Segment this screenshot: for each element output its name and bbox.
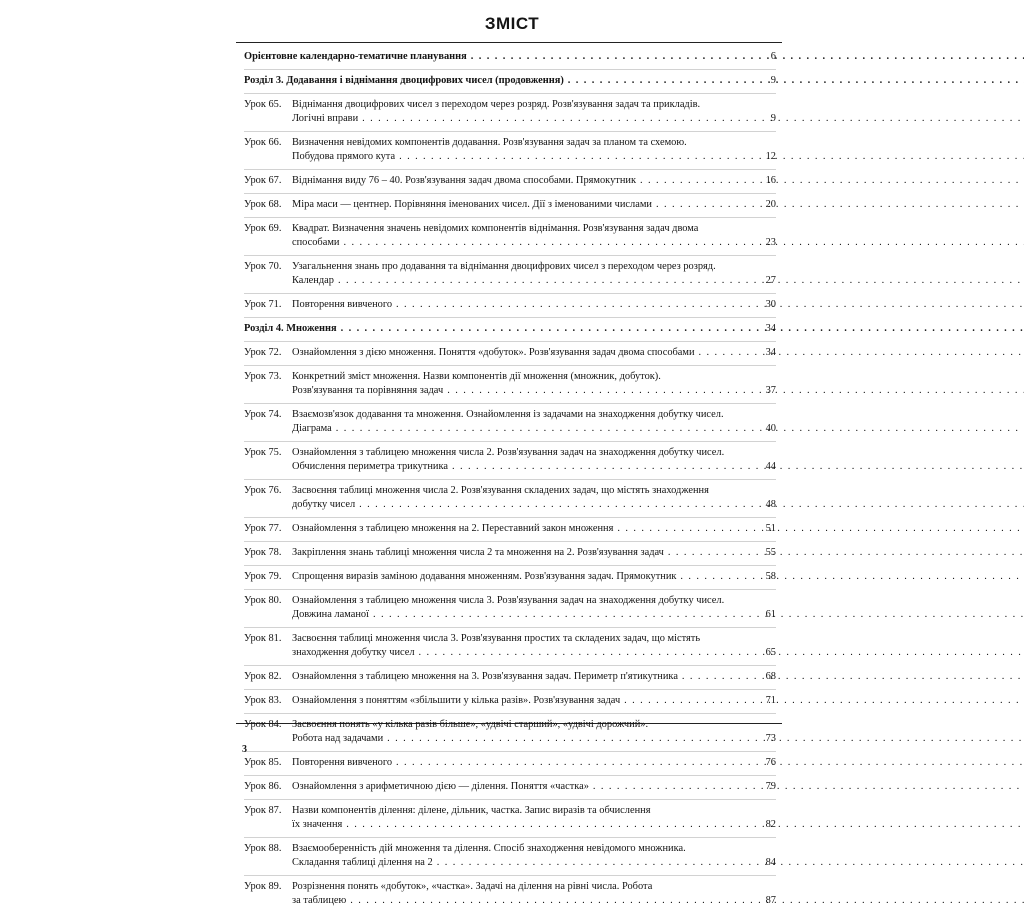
page-number: 27 — [765, 275, 776, 286]
lesson-number: Урок 87. — [244, 805, 282, 816]
entry-title-line: Ознайомлення з таблицею множення числа 2. Розв'язування задач на знаходження добутку чисел. — [292, 447, 725, 458]
entry-title-line: добутку чисел . . . — [292, 498, 1024, 512]
page-number: 16 — [765, 175, 776, 186]
lesson-number: Урок 68. — [244, 199, 282, 210]
entry-title-line: Назви компонентів ділення: ділене, дільник, частка. Запис виразів та обчислення — [292, 805, 651, 816]
entry-title — [292, 260, 1024, 288]
entry-title-line: Довжина ламаної . . . — [292, 608, 1024, 622]
page-number: 34 — [765, 347, 776, 358]
entry-title-line: Складання таблиці ділення на 2 . . . — [292, 856, 1024, 870]
page-number: 65 — [765, 647, 776, 658]
toc-entry — [244, 670, 776, 684]
toc-lesson-row — [244, 718, 776, 752]
entry-title-line: Засвоєння таблиці множення числа 2. Розв'язування складених задач, що містять знаходження — [292, 485, 709, 496]
entry-title-line: за таблицею . . . — [292, 894, 1024, 908]
toc-entry — [244, 522, 776, 536]
toc-entry — [244, 446, 776, 474]
entry-title-line: Побудова прямого кута . . . — [292, 150, 1024, 164]
entry-title-line: знаходження добутку чисел . . . — [292, 646, 1024, 660]
entry-title — [292, 880, 1024, 908]
page-number: 6 — [770, 51, 776, 62]
entry-title — [292, 718, 1024, 746]
toc-lesson-row — [244, 546, 776, 566]
page-number: 76 — [765, 757, 776, 768]
entry-title-line: Ознайомлення з таблицею множення числа 3. Розв'язування задач на знаходження добутку чисел. — [292, 595, 725, 606]
toc-entry — [244, 50, 776, 64]
lesson-number: Урок 69. — [244, 223, 282, 234]
toc-entry — [244, 298, 776, 312]
toc-entry — [244, 880, 776, 908]
toc-section-row — [244, 74, 776, 94]
toc-entry — [244, 842, 776, 870]
toc-lesson-row — [244, 594, 776, 628]
entry-title-line: Розв'язування та порівняння задач . . . — [292, 384, 1024, 398]
lesson-number: Урок 75. — [244, 447, 282, 458]
entry-title — [292, 298, 1024, 312]
lesson-number: Урок 70. — [244, 261, 282, 272]
toc-lesson-row — [244, 174, 776, 194]
toc-entry — [244, 174, 776, 188]
toc-lesson-row — [244, 446, 776, 480]
entry-title-line: Узагальнення знань про додавання та віднімання двоцифрових чисел з переходом через розряд. — [292, 261, 716, 272]
entry-title-line: Ознайомлення з арифметичною дією — ділення. Поняття «частка» . . . — [292, 780, 1024, 794]
page-number: 30 — [765, 299, 776, 310]
toc-lesson-row — [244, 198, 776, 218]
toc-entry — [244, 804, 776, 832]
lesson-number: Урок 72. — [244, 347, 282, 358]
toc-lesson-row — [244, 298, 776, 318]
entry-title — [244, 322, 1024, 336]
lesson-number: Урок 82. — [244, 671, 282, 682]
toc-entry — [244, 98, 776, 126]
entry-title-line: Взаємооберенність дій множення та ділення. Спосіб знаходження невідомого множника. — [292, 843, 686, 854]
entry-title-line: Повторення вивченого . . . — [292, 756, 1024, 770]
entry-title-line: Логічні вправи . . . — [292, 112, 1024, 126]
lesson-number: Урок 88. — [244, 843, 282, 854]
table-of-contents — [244, 50, 776, 917]
page-number: 12 — [765, 151, 776, 162]
toc-lesson-row — [244, 632, 776, 666]
toc-section-row — [244, 50, 776, 70]
toc-entry — [244, 222, 776, 250]
entry-title-line: Ознайомлення з дією множення. Поняття «добуток». Розв'язування задач двома способами . . . — [292, 346, 1024, 360]
toc-entry — [244, 136, 776, 164]
page-number: 9 — [770, 113, 776, 124]
toc-lesson-row — [244, 260, 776, 294]
lesson-number: Урок 73. — [244, 371, 282, 382]
toc-lesson-row — [244, 408, 776, 442]
entry-title-line: Віднімання виду 76 – 40. Розв'язування задач двома способами. Прямокутник . . . — [292, 174, 1024, 188]
page-title: ЗМІСТ — [484, 14, 540, 33]
toc-entry — [244, 546, 776, 560]
lesson-number: Урок 76. — [244, 485, 282, 496]
page-number: 51 — [765, 523, 776, 534]
entry-title — [292, 136, 1024, 164]
lesson-number: Урок 86. — [244, 781, 282, 792]
page-number: 82 — [765, 819, 776, 830]
lesson-number: Урок 79. — [244, 571, 282, 582]
toc-entry — [244, 198, 776, 212]
lesson-number: Урок 71. — [244, 299, 282, 310]
toc-lesson-row — [244, 484, 776, 518]
entry-title — [292, 694, 1024, 708]
page-number: 48 — [765, 499, 776, 510]
lesson-number: Урок 66. — [244, 137, 282, 148]
entry-title — [292, 484, 1024, 512]
lesson-number: Урок 89. — [244, 881, 282, 892]
entry-title-line: Конкретний зміст множення. Назви компонентів дії множення (множник, добуток). — [292, 371, 661, 382]
entry-title-line: Ознайомлення з таблицею множення на 3. Розв'язування задач. Периметр п'ятикутника . . . — [292, 670, 1024, 684]
entry-title-line: Календар . . . — [292, 274, 1024, 288]
entry-title — [292, 670, 1024, 684]
toc-lesson-row — [244, 756, 776, 776]
toc-entry — [244, 322, 776, 336]
entry-title — [292, 594, 1024, 622]
entry-title-line: Засвоєння понять «у кілька разів більше», «удвічі старший», «удвічі дорожчий». — [292, 719, 649, 730]
toc-entry — [244, 694, 776, 708]
toc-lesson-row — [244, 804, 776, 838]
toc-entry — [244, 74, 776, 88]
page-number: 84 — [765, 857, 776, 868]
lesson-number: Урок 84. — [244, 719, 282, 730]
entry-title — [292, 98, 1024, 126]
entry-title-line: Ознайомлення з поняттям «збільшити у кілька разів». Розв'язування задач . . . — [292, 694, 1024, 708]
page-number: 37 — [765, 385, 776, 396]
page-number: 20 — [765, 199, 776, 210]
toc-entry — [244, 370, 776, 398]
toc-entry — [244, 594, 776, 622]
toc-lesson-row — [244, 370, 776, 404]
entry-title — [292, 570, 1024, 584]
toc-lesson-row — [244, 522, 776, 542]
entry-title-line: Міра маси — центнер. Порівняння іменованих чисел. Дії з іменованими числами . . . — [292, 198, 1024, 212]
toc-entry — [244, 484, 776, 512]
entry-title-line: Обчислення периметра трикутника . . . — [292, 460, 1024, 474]
toc-entry — [244, 570, 776, 584]
toc-entry — [244, 260, 776, 288]
toc-section-row — [244, 322, 776, 342]
lesson-number: Урок 74. — [244, 409, 282, 420]
page-number: 9 — [770, 75, 776, 86]
entry-title-line: Орієнтовне календарно-тематичне планування . . . — [244, 50, 1024, 64]
entry-title — [292, 842, 1024, 870]
entry-title — [292, 632, 1024, 660]
entry-title — [292, 446, 1024, 474]
lesson-number: Урок 67. — [244, 175, 282, 186]
page-number: 40 — [765, 423, 776, 434]
page-number: 79 — [765, 781, 776, 792]
entry-title — [292, 222, 1024, 250]
entry-title — [244, 50, 1024, 64]
page-number: 73 — [765, 733, 776, 744]
entry-title — [292, 804, 1024, 832]
entry-title — [292, 198, 1024, 212]
entry-title-line: Розділ 3. Додавання і віднімання двоцифрових чисел (продовження) . . . — [244, 74, 1024, 88]
toc-lesson-row — [244, 880, 776, 913]
toc-lesson-row — [244, 694, 776, 714]
lesson-number: Урок 80. — [244, 595, 282, 606]
entry-title-line: Віднімання двоцифрових чисел з переходом через розряд. Розв'язування задач та прикладів. — [292, 99, 701, 110]
entry-title — [292, 346, 1024, 360]
lesson-number: Урок 85. — [244, 757, 282, 768]
entry-title — [292, 780, 1024, 794]
toc-entry — [244, 632, 776, 660]
entry-title — [244, 74, 1024, 88]
toc-lesson-row — [244, 780, 776, 800]
toc-entry — [244, 780, 776, 794]
entry-title-line: Робота над задачами . . . — [292, 732, 1024, 746]
toc-entry — [244, 408, 776, 436]
toc-lesson-row — [244, 98, 776, 132]
toc-lesson-row — [244, 346, 776, 366]
entry-title-line: Діаграма . . . — [292, 422, 1024, 436]
page-number: 87 — [765, 895, 776, 906]
entry-title — [292, 546, 1024, 560]
toc-entry — [244, 718, 776, 746]
toc-lesson-row — [244, 136, 776, 170]
page-number: 23 — [765, 237, 776, 248]
toc-lesson-row — [244, 570, 776, 590]
entry-title-line: Ознайомлення з таблицею множення на 2. Переставний закон множення . . . — [292, 522, 1024, 536]
entry-title-line: Розділ 4. Множення . . . — [244, 322, 1024, 336]
lesson-number: Урок 81. — [244, 633, 282, 644]
toc-entry — [244, 346, 776, 360]
entry-title-line: Повторення вивченого . . . — [292, 298, 1024, 312]
page-number: 3 — [242, 744, 247, 755]
entry-title-line: Закріплення знань таблиці множення числа 2 та множення на 2. Розв'язування задач . . . — [292, 546, 1024, 560]
entry-title-line: їх значення . . . — [292, 818, 1024, 832]
entry-title — [292, 408, 1024, 436]
entry-title — [292, 370, 1024, 398]
page-number: 71 — [765, 695, 776, 706]
entry-title-line: Засвоєння таблиці множення числа 3. Розв'язування простих та складених задач, що містять — [292, 633, 701, 644]
page-number: 61 — [765, 609, 776, 620]
lesson-number: Урок 78. — [244, 547, 282, 558]
lesson-number: Урок 77. — [244, 523, 282, 534]
page-number: 34 — [765, 323, 776, 334]
entry-title-line: Визначення невідомих компонентів додавання. Розв'язування задач за планом та схемою. — [292, 137, 687, 148]
entry-title-line: Квадрат. Визначення значень невідомих компонентів віднімання. Розв'язування задач двома — [292, 223, 699, 234]
entry-title — [292, 522, 1024, 536]
entry-title-line: Розрізнення понять «добуток», «частка». Задачі на ділення на рівні числа. Робота — [292, 881, 653, 892]
page-number: 58 — [765, 571, 776, 582]
lesson-number: Урок 83. — [244, 695, 282, 706]
lesson-number: Урок 65. — [244, 99, 282, 110]
entry-title — [292, 174, 1024, 188]
page-number: 44 — [765, 461, 776, 472]
toc-lesson-row — [244, 222, 776, 256]
entry-title-line: Спрощення виразів заміною додавання множенням. Розв'язування задач. Прямокутник . . . — [292, 570, 1024, 584]
toc-lesson-row — [244, 670, 776, 690]
toc-lesson-row — [244, 842, 776, 876]
entry-title-line: Взаємозв'язок додавання та множення. Ознайомлення із задачами на знаходження добутку чисел. — [292, 409, 724, 420]
page-number: 68 — [765, 671, 776, 682]
entry-title-line: способами . . . — [292, 236, 1024, 250]
page-number: 55 — [765, 547, 776, 558]
